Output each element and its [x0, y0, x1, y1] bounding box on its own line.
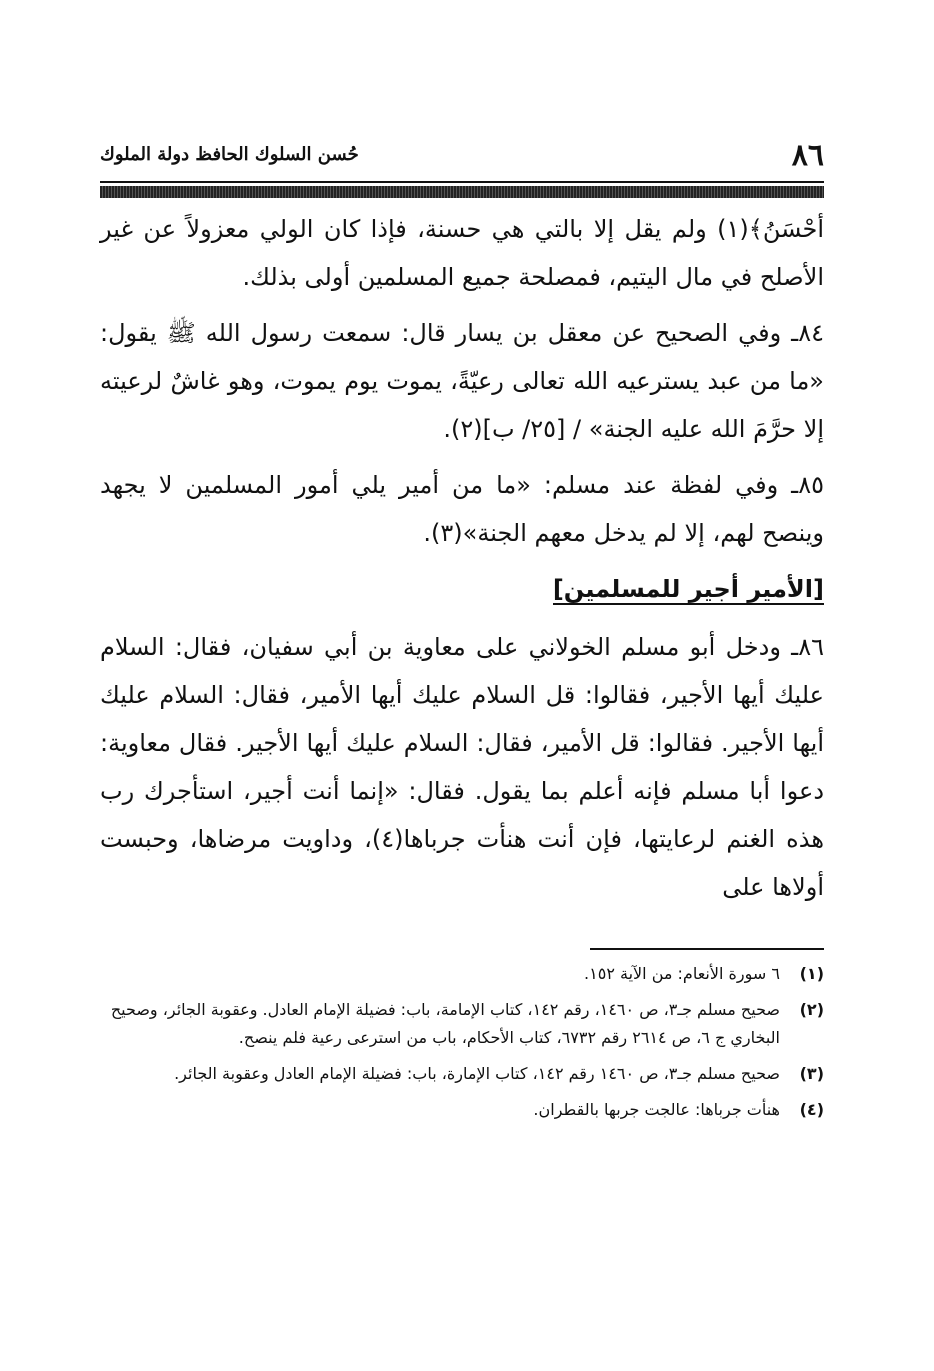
footnote-text: صحيح مسلم جـ٣، ص ١٤٦٠ رقم ١٤٢، كتاب الإمارة، باب: فضيلة الإمام العادل وعقوبة الجائر.: [174, 1064, 780, 1083]
footnote-text: ٦ سورة الأنعام: من الآية ١٥٢.: [584, 964, 780, 983]
footnote-text: صحيح مسلم جـ٣، ص ١٤٦٠، رقم ١٤٢، كتاب الإمامة، باب: فضيلة الإمام العادل. وعقوبة الجائر، وصحيح البخاري ج ٦، ص ٢٦١٤ رقم ٦٧٣٢، كتاب الأحكام، باب من استرعى رعية فلم ينصح.: [110, 1000, 780, 1047]
page-header: [100, 138, 824, 178]
footnote-2: [100, 996, 824, 1052]
footnote-4: [100, 1096, 824, 1124]
footnote-number: (٣): [799, 1064, 824, 1083]
section-heading-text: [الأمير أجير للمسلمين]: [552, 575, 824, 603]
footnote-separator: [590, 948, 824, 950]
paragraph-85: ٨٥ـ وفي لفظة عند مسلم: «ما من أمير يلي أمور المسلمين لا يجهد وينصح لهم، إلا لم يدخل معهم الجنة»(٣).: [100, 471, 824, 547]
paragraph-continuation: أحْسَنُ﴾(١) ولم يقل إلا بالتي هي حسنة، فإذا كان الولي معزولاً عن غير الأصلح في مال اليتيم، فمصلحة جميع المسلمين أولى بذلك.: [100, 215, 824, 291]
footnote-3: [100, 1060, 824, 1088]
footnotes: [100, 960, 824, 1132]
footnote-1: [100, 960, 824, 988]
main-text: [100, 205, 824, 919]
page-number: ٨٦: [791, 138, 824, 173]
footnote-number: (٤): [799, 1100, 824, 1119]
paragraph-84: ٨٤ـ وفي الصحيح عن معقل بن يسار قال: سمعت رسول الله ﷺ يقول: «ما من عبد يسترعيه الله تعالى رعيّةً، يموت يوم يموت، وهو غاشٌ لرعيته إلا حرَّمَ الله عليه الجنة» / [٢٥/ ب](٢).: [100, 319, 824, 443]
footnote-number: (٢): [799, 1000, 824, 1019]
section-heading: [100, 565, 824, 613]
header-rule: [100, 181, 824, 183]
footnote-number: (١): [799, 964, 824, 983]
paragraph-86: ٨٦ـ ودخل أبو مسلم الخولاني على معاوية بن أبي سفيان، فقال: السلام عليك أيها الأجير، فقالوا: قل السلام عليك أيها الأمير، فقال: السلام عليك أيها الأجير. فقالوا: قل الأمير، فقال: السلام عليك أيها الأجير. فقال معاوية: دعوا أبا مسلم فإنه أعلم بما يقول. فقال: «إنما أنت أجير، استأجرك رب هذه الغنم لرعايتها، فإن أنت هنأت جرباها(٤)، وداويت مرضاها، وحبست أولاها على: [100, 633, 824, 901]
running-title: حُسن السلوك الحافظ دولة الملوك: [100, 144, 359, 165]
footnote-text: هنأت جرباها: عالجت جربها بالقطران.: [533, 1100, 780, 1119]
header-band: [100, 186, 824, 198]
